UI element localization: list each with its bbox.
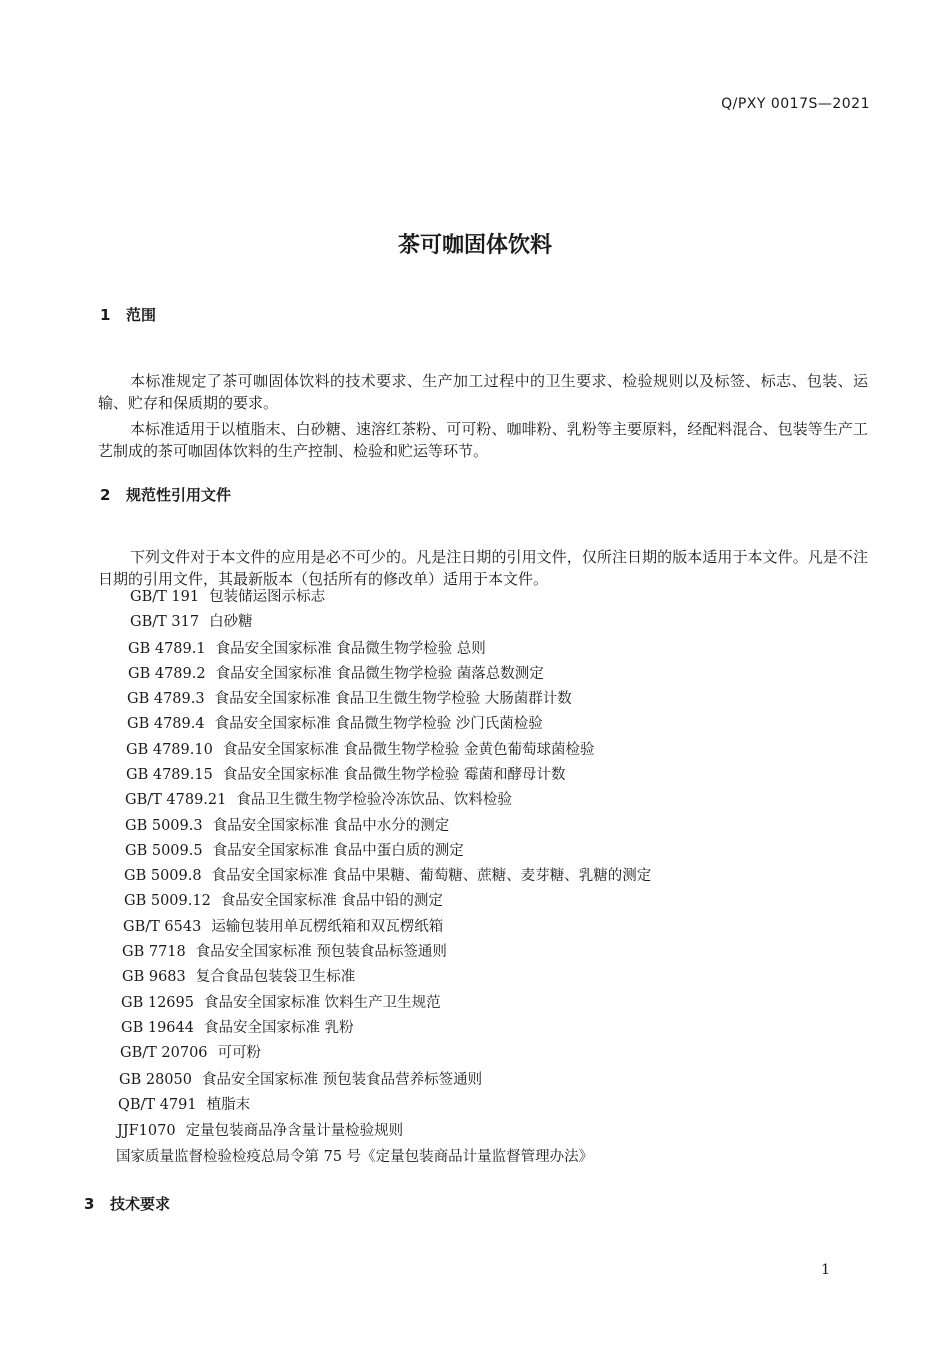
reference-item (128, 662, 544, 683)
reference-item (127, 712, 543, 733)
reference-item (125, 839, 464, 860)
section-title: 规范性引用文件 (126, 486, 232, 504)
reference-code: GB 7718 (122, 944, 186, 960)
reference-code: GB 4789.2 (128, 666, 206, 682)
paragraph: 本标准适用于以植脂末、白砂糖、速溶红茶粉、可可粉、咖啡粉、乳粉等主要原料，经配料混合、包装等生产工艺制成的茶可咖固体饮料的生产控制、检验和贮运等环节。 (98, 420, 868, 460)
page-number: 1 (821, 1262, 830, 1278)
reference-item (127, 687, 572, 708)
reference-item (122, 940, 447, 961)
reference-code: GB 12695 (121, 995, 194, 1011)
section-heading-1 (100, 304, 156, 325)
reference-title: 食品安全国家标准 食品微生物学检验 金黄色葡萄球菌检验 (222, 742, 595, 758)
section-title: 范围 (126, 306, 157, 324)
reference-title: 食品卫生微生物学检验冷冻饮品、饮料检验 (236, 792, 512, 808)
reference-code: GB 4789.4 (127, 716, 205, 732)
reference-item (125, 788, 512, 809)
reference-code: GB/T 317 (130, 614, 200, 630)
reference-item (121, 991, 441, 1012)
reference-title: 食品安全国家标准 食品中铅的测定 (220, 893, 443, 909)
reference-title: 食品安全国家标准 食品中蛋白质的测定 (212, 843, 464, 859)
reference-item (122, 965, 355, 986)
reference-item (126, 763, 566, 784)
reference-title: 食品安全国家标准 预包装食品营养标签通则 (201, 1072, 483, 1088)
reference-code: JJF1070 (117, 1123, 176, 1139)
reference-title: 食品安全国家标准 食品中水分的测定 (212, 818, 450, 834)
reference-code: GB 28050 (119, 1072, 192, 1088)
reference-title: 食品安全国家标准 乳粉 (203, 1020, 354, 1036)
reference-title: 运输包装用单瓦楞纸箱和双瓦楞纸箱 (211, 919, 444, 935)
section-heading-2 (100, 484, 231, 505)
reference-item (125, 814, 449, 835)
reference-code: GB 5009.3 (125, 818, 203, 834)
reference-code: GB 5009.5 (125, 843, 203, 859)
document-title: 茶可咖固体饮料 (397, 233, 552, 258)
reference-title: 食品安全国家标准 食品中果糖、葡萄糖、蔗糖、麦芽糖、乳糖的测定 (211, 868, 652, 884)
reference-title: 食品安全国家标准 预包装食品标签通则 (195, 944, 447, 960)
reference-title: 食品安全国家标准 饮料生产卫生规范 (203, 995, 441, 1011)
reference-code: GB 9683 (122, 969, 186, 985)
reference-item (117, 1119, 403, 1140)
reference-item (119, 1068, 482, 1089)
section-number: 2 (100, 486, 111, 504)
reference-title: 食品安全国家标准 食品卫生微生物学检验 大肠菌群计数 (214, 691, 572, 707)
reference-title: 定量包装商品净含量计量检验规则 (185, 1123, 404, 1139)
reference-code: GB 5009.8 (124, 868, 202, 884)
reference-item (128, 637, 486, 658)
reference-title: 食品安全国家标准 食品微生物学检验 霉菌和酵母计数 (222, 767, 566, 783)
reference-title: 包装储运图示标志 (209, 589, 326, 605)
section-number: 3 (84, 1195, 95, 1213)
reference-code: GB 4789.10 (126, 742, 213, 758)
document-code: Q/PXY 0017S—2021 (721, 96, 870, 112)
reference-code: GB/T 4789.21 (125, 792, 227, 808)
reference-item (124, 864, 651, 885)
section-heading-3 (84, 1193, 170, 1214)
reference-code: GB 4789.1 (128, 641, 206, 657)
reference-title: 食品安全国家标准 食品微生物学检验 菌落总数测定 (215, 666, 544, 682)
reference-code: GB/T 6543 (123, 919, 202, 935)
reference-item (120, 1041, 261, 1062)
reference-title: 白砂糖 (209, 614, 253, 630)
reference-title: 复合食品包装袋卫生标准 (195, 969, 356, 985)
reference-item (130, 610, 253, 631)
reference-title: 国家质量监督检验检疫总局令第 75 号《定量包装商品计量监督管理办法》 (116, 1149, 594, 1165)
reference-title: 植脂末 (206, 1097, 251, 1113)
reference-item (116, 1145, 593, 1166)
reference-item (118, 1093, 250, 1114)
reference-title: 食品安全国家标准 食品微生物学检验 沙门氏菌检验 (214, 716, 543, 732)
reference-item (121, 1016, 354, 1037)
reference-item (123, 915, 443, 936)
paragraph: 本标准规定了茶可咖固体饮料的技术要求、生产加工过程中的卫生要求、检验规则以及标签、标志、包装、运输、贮存和保质期的要求。 (98, 372, 868, 412)
reference-code: GB 4789.3 (127, 691, 205, 707)
reference-item (124, 889, 443, 910)
section-title: 技术要求 (110, 1195, 171, 1213)
reference-title: 可可粉 (217, 1045, 262, 1061)
reference-code: GB/T 20706 (120, 1045, 208, 1061)
reference-code: GB 4789.15 (126, 767, 213, 783)
reference-item (126, 738, 595, 759)
reference-code: GB/T 191 (130, 589, 200, 605)
section-number: 1 (100, 306, 111, 324)
reference-item (130, 585, 325, 606)
reference-code: GB 5009.12 (124, 893, 211, 909)
reference-code: QB/T 4791 (118, 1097, 197, 1113)
reference-code: GB 19644 (121, 1020, 194, 1036)
reference-title: 食品安全国家标准 食品微生物学检验 总则 (215, 641, 486, 657)
paragraph: 下列文件对于本文件的应用是必不可少的。凡是注日期的引用文件，仅所注日期的版本适用于本文件。凡是不注日期的引用文件，其最新版本（包括所有的修改单）适用于本文件。 (98, 548, 868, 588)
